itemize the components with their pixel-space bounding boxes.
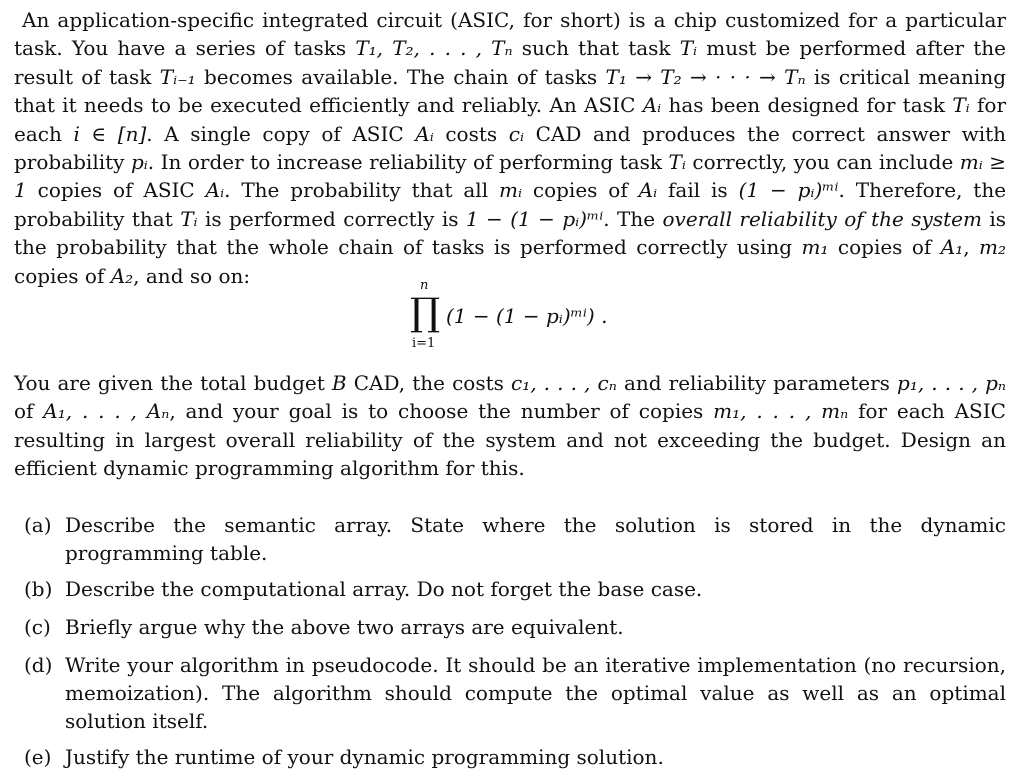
intro-text: ,: [963, 235, 970, 260]
math-pi: pᵢ: [130, 150, 148, 175]
intro-text: correctly, you can include: [692, 150, 954, 175]
intro-text: such that task: [521, 36, 671, 61]
question-label: (a): [24, 513, 52, 537]
intro-text: copies of: [14, 263, 105, 288]
math-copies: m₁, . . . , mₙ: [713, 399, 849, 424]
math-A1: A₁: [940, 235, 964, 260]
intro-text: . Therefore, the probability that: [14, 178, 1007, 231]
question-label: (e): [24, 745, 52, 769]
intro-text: is the probability that the whole chain of tasks is performed correctly using: [14, 206, 1007, 260]
intro-paragraph: [14, 6, 1006, 290]
math-costs: c₁, . . . , cₙ: [511, 371, 617, 395]
intro-text: . A single copy of ASIC: [146, 121, 404, 146]
math-Ai: Aᵢ: [205, 178, 225, 203]
question-text: Describe the semantic array. State where the solution is stored in the dynamic programming table.: [65, 513, 1006, 565]
goal-text: of: [14, 399, 34, 424]
math-fail-probability: (1 − pᵢ)ᵐⁱ: [738, 178, 839, 203]
math-Ti-minus-1: Tᵢ₋₁: [159, 64, 196, 89]
question-d: [24, 651, 1006, 735]
math-Ai: Aᵢ: [642, 93, 662, 118]
intro-text: is critical meaning that it needs to be executed efficiently and reliably. An ASIC: [14, 64, 1007, 118]
math-m1: m₁: [801, 235, 829, 260]
math-task-chain: T₁ → T₂ → · · · → Tₙ: [605, 64, 806, 89]
goal-text: CAD, the costs: [353, 371, 504, 395]
intro-text: copies of: [532, 178, 628, 203]
question-text: Describe the computational array. Do not forget the base case.: [65, 577, 703, 601]
math-A2: A₂: [110, 263, 134, 288]
math-mi: mᵢ: [498, 178, 522, 203]
emphasis-overall-reliability: overall reliability of the system: [662, 206, 982, 231]
intro-text: copies of: [837, 235, 932, 260]
math-tasks-list: T₁, T₂, . . . , Tₙ: [355, 36, 513, 61]
question-label: (b): [24, 577, 53, 601]
intro-text: becomes available. The chain of tasks: [204, 64, 598, 89]
math-Ti: Tᵢ: [952, 93, 970, 118]
math-Ti: Tᵢ: [180, 206, 198, 231]
intro-text: . In order to increase reliability of performing task: [147, 150, 663, 175]
math-Ai: Aᵢ: [415, 121, 434, 146]
intro-text: CAD and produces the correct answer with probability: [14, 121, 1007, 175]
math-mi-ge-1: mᵢ ≥ 1: [14, 150, 1006, 203]
intro-text: , and so on:: [133, 263, 251, 288]
goal-text: for each ASIC resulting in largest overall reliability of the system and not exceeding the budget. Design an efficient dynamic programming algorithm for this.: [14, 399, 1006, 481]
product-symbol: ∏: [410, 290, 441, 334]
question-c: [24, 613, 1006, 641]
product-lower-limit: i=1: [412, 336, 436, 351]
math-asics: A₁, . . . , Aₙ: [43, 399, 170, 424]
goal-text: , and your goal is to choose the number of copies: [169, 399, 704, 424]
math-Ti: Tᵢ: [679, 36, 698, 61]
intro-text: . The: [603, 206, 656, 231]
intro-text: for each: [14, 93, 1007, 146]
question-text: Write your algorithm in pseudocode. It should be an iterative implementation (no recursion, memoization). The algorithm should compute the optimal value as well as an optimal solution itself.: [65, 653, 1006, 733]
question-b: [24, 575, 1006, 603]
question-text: Briefly argue why the above two arrays are equivalent.: [65, 615, 624, 639]
goal-text: You are given the total budget: [14, 371, 325, 395]
intro-text: is performed correctly is: [204, 206, 459, 231]
math-Ai: Aᵢ: [638, 178, 658, 203]
product-body: (1 − (1 − pᵢ)ᵐⁱ) .: [446, 304, 608, 328]
goal-paragraph: [14, 369, 1006, 483]
intro-text: fail is: [668, 178, 728, 203]
intro-text: has been designed for task: [668, 93, 946, 118]
intro-text: costs: [445, 121, 498, 146]
question-text: Justify the runtime of your dynamic programming solution.: [65, 745, 664, 769]
intro-text: copies of ASIC: [37, 178, 195, 203]
intro-text: An application-specific integrated circuit (ASIC, for short) is a chip customized for a particular task. You have a series of tasks: [14, 8, 1006, 61]
question-label: (c): [24, 615, 51, 639]
math-B: B: [331, 371, 347, 395]
reliability-product-equation: [410, 278, 640, 358]
product-upper-limit: n: [420, 278, 429, 293]
math-i-in-n: i ∈ [n]: [73, 121, 147, 146]
math-success-probability: 1 − (1 − pᵢ)ᵐⁱ: [465, 206, 604, 231]
question-a: [24, 511, 1006, 567]
math-ci: cᵢ: [508, 121, 524, 146]
math-params: p₁, . . . , pₙ: [897, 371, 1007, 395]
math-m2: m₂: [979, 235, 1007, 260]
goal-text: and reliability parameters: [623, 371, 890, 395]
intro-text: . The probability that all: [224, 178, 489, 203]
math-Ti: Tᵢ: [668, 150, 686, 175]
question-label: (d): [24, 653, 53, 677]
question-e: [24, 743, 1006, 771]
intro-text: must be performed after the result of task: [14, 36, 1007, 89]
